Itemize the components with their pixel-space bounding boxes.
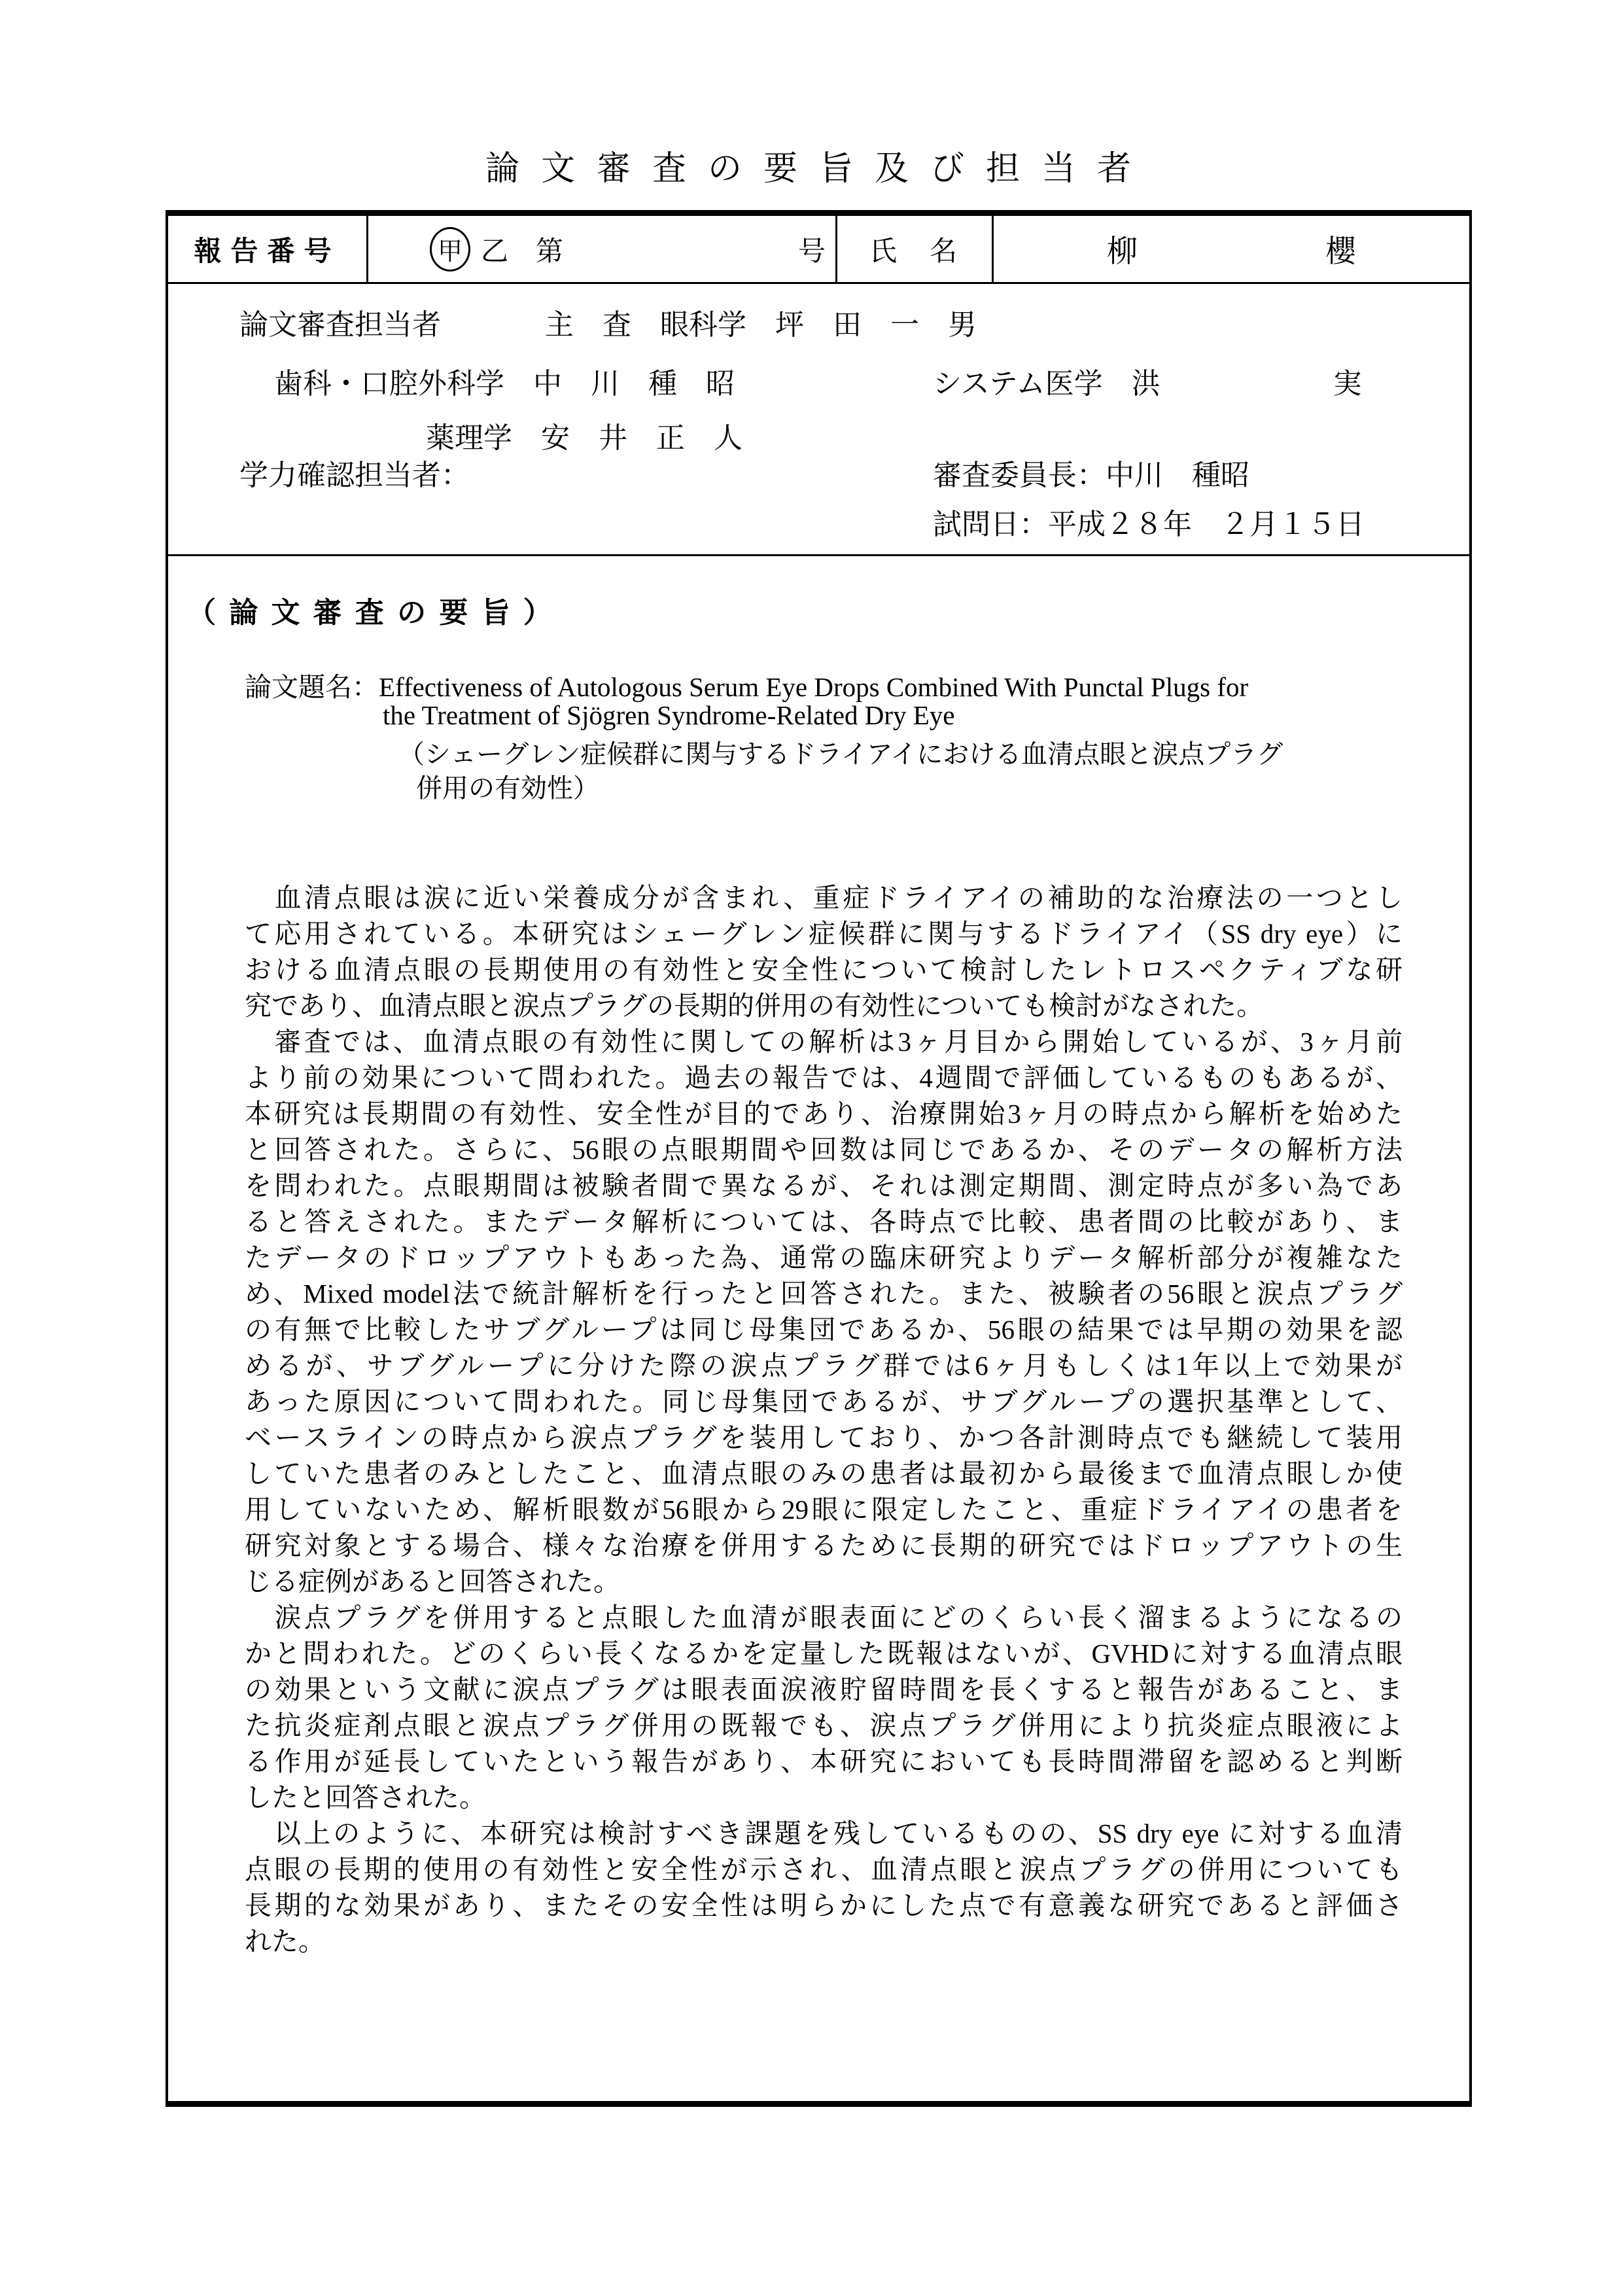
exam-date: 試問日：平成２８年 ２月１５日 [933,508,1365,540]
gou-text: 号 [797,236,826,267]
body-line: 以上のように、本研究は検討すべき課題を残しているものの、SS dry eye に対する血清 [245,1818,1403,1848]
page-title: 論 文 審 査 の 要 旨 及 び 担 当 者 [485,150,1138,188]
body-line: 長期的な効果があり、またその安全性は明らかにした点で有意義な研究であると評価さ [245,1890,1403,1920]
ability-check-label: 学力確認担当者： [239,459,470,491]
koh-circled-mark: 甲 [430,227,470,272]
body-line: たデータのドロップアウトもあった為、通常の臨床研究よりデータ解析部分が複雑なた [245,1243,1403,1273]
body-line: 血清点眼は涙に近い栄養成分が含まれ、重症ドライアイの補助的な治療法の一つとし [245,883,1403,913]
body-line: 研究対象とする場合、様々な治療を併用するために長期的研究ではドロップアウトの生 [245,1530,1403,1561]
body-line: て応用されている。本研究はシェーグレン症候群に関与するドライアイ（SS dry eye）に [245,919,1403,949]
body-line: おける血清点眼の長期使用の有効性と安全性について検討したレトロスペクティブな研 [245,955,1403,985]
thesis-title-en-2: the Treatment of Sjögren Syndrome-Related Dry Eye [383,700,955,730]
body-line: じる症例があると回答された。 [245,1566,620,1597]
examiner-systems-medicine: システム医学 洪 実 [933,368,1362,400]
body-line: め、Mixed model法で統計解析を行ったと回答された。また、被験者の56眼と涙点プラグ [245,1279,1403,1309]
summary-block [168,556,1469,2105]
examiners-block [168,284,1469,556]
body-line: た抗炎症剤点眼と涙点プラグ併用の既報でも、涙点プラグ併用により抗炎症点眼液によ [245,1710,1403,1740]
header-row [168,216,1469,284]
body-line: る作用が延長していたという報告があり、本研究においても長時間滞留を認めると判断 [245,1746,1403,1776]
body-line: ると答えされた。またデータ解析については、各時点で比較、患者間の比較があり、ま [245,1207,1403,1237]
chief-examiner: 主 査 眼科学 坪 田 一 男 [545,309,977,341]
body-line: と回答された。さらに、56眼の点眼期間や回数は同じであるか、そのデータの解析方法 [245,1135,1403,1165]
body-line: 用していないため、解析眼数が56眼から29眼に限定したこと、重症ドライアイの患者を [245,1494,1403,1525]
body-line: めるが、サブグループに分けた際の涙点プラグ群では6ヶ月もしくは1年以上で効果が [245,1351,1403,1381]
body-line: れた。 [245,1926,325,1956]
report-number-cell [368,216,837,282]
thesis-title-en-1: Effectiveness of Autologous Serum Eye Drops Combined With Punctal Plugs for [379,672,1249,702]
body-line: かと問われた。どのくらい長くなるかを定量した既報はないが、GVHDに対する血清点眼 [245,1638,1403,1669]
committee-chair: 審査委員長：中川 種昭 [933,459,1249,491]
candidate-name-cell [994,216,1469,282]
body-line: の有無で比較したサブグループは同じ母集団であるか、56眼の結果では早期の効果を認 [245,1315,1403,1345]
body-line: 究であり、血清点眼と涙点プラグの長期的併用の有効性についても検討がなされた。 [245,991,1264,1021]
summary-body [245,880,1403,1960]
thesis-title-label: 論文題名： [245,672,379,702]
thesis-title-ja-2: 併用の有効性） [416,773,599,803]
main-table [166,210,1472,2107]
name-label: 氏 名 [837,216,994,282]
body-line: 審査では、血清点眼の有効性に関しての解析は3ヶ月目から開始しているが、3ヶ月前 [245,1027,1403,1057]
thesis-title-line-1 [245,665,1248,704]
report-number-label: 報告番号 [168,216,368,282]
body-line: を問われた。点眼期間は被験者間で異なるが、それは測定期間、測定時点が多い為であ [245,1171,1403,1201]
body-line: の効果という文献に涙点プラグは眼表面涙液貯留時間を長くすると報告があること、ま [245,1674,1403,1704]
candidate-given-name: 櫻 [1325,235,1356,269]
body-line: 本研究は長期間の有効性、安全性が目的であり、治療開始3ヶ月の時点から解析を始めた [245,1099,1403,1129]
summary-section-heading: （ 論 文 審 査 の 要 旨 ） [187,597,555,629]
body-line: あった原因について問われた。同じ母集団であるが、サブグループの選択基準として、 [245,1386,1403,1417]
body-line: ベースラインの時点から涙点プラグを装用しており、かつ各計測時点でも継続して装用 [245,1422,1403,1453]
thesis-title-ja-1: （シェーグレン症候群に関与するドライアイにおける血清点眼と涙点プラグ [398,739,1283,769]
candidate-surname: 柳 [1107,235,1138,269]
examiner-pharmacology: 薬理学 安 井 正 人 [426,422,742,454]
body-line: 涙点プラグを併用すると点眼した血清が眼表面にどのくらい長く溜まるようになるの [245,1602,1403,1633]
reviewers-label: 論文審査担当者 [239,309,441,341]
body-line: していた患者のみとしたこと、血清点眼のみの患者は最初から最後まで血清点眼しか使 [245,1458,1403,1489]
body-line: 点眼の長期的使用の有効性と安全性が示され、血清点眼と涙点プラグの併用についても [245,1854,1403,1884]
body-line: したと回答された。 [245,1782,486,1812]
otsu-dai-text: 乙 第 [481,236,564,267]
examiner-dental: 歯科・口腔外科学 中 川 種 昭 [274,368,735,400]
body-line: より前の効果について問われた。過去の報告では、4週間で評価しているものもあるが、 [245,1063,1403,1093]
